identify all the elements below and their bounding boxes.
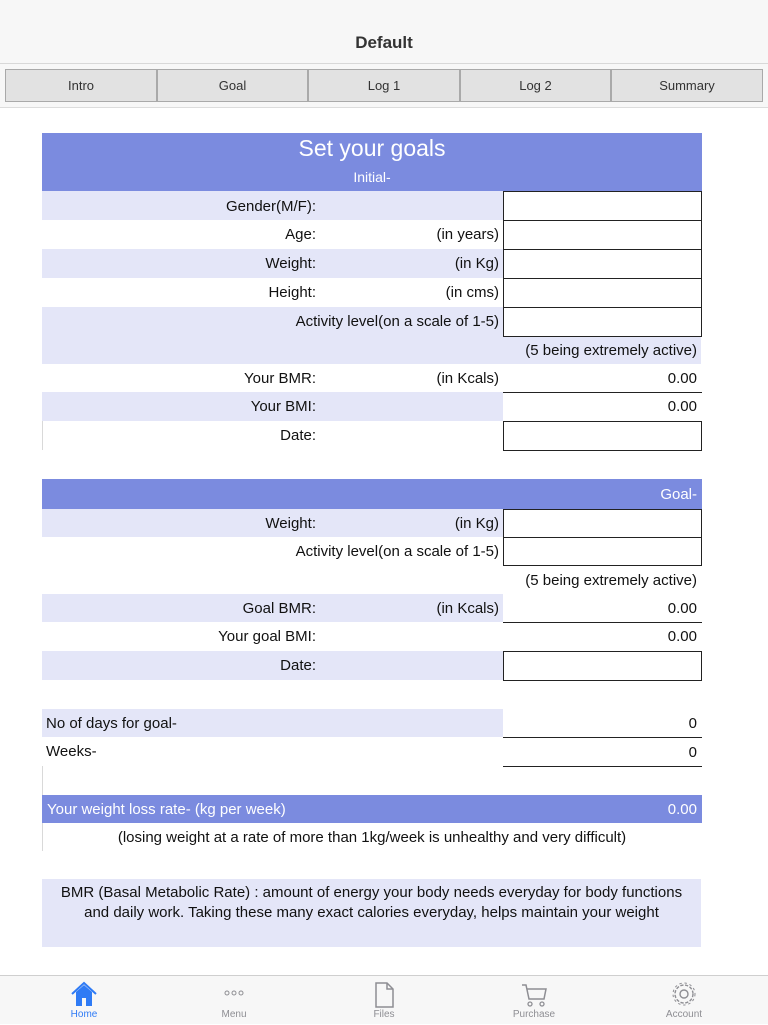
- days-underline: [503, 737, 702, 738]
- nav-purchase[interactable]: [484, 976, 584, 1025]
- tab-log-2[interactable]: Log 2: [460, 69, 611, 102]
- cart-icon: [519, 980, 549, 1008]
- bmr-info-box: BMR (Basal Metabolic Rate) : amount of energy your body needs everyday for body functions and daily work. Taking these many exact calories everyday, helps maintain your weight: [42, 879, 701, 947]
- bmi-label: Your BMI:: [250, 398, 316, 415]
- rate-label: Your weight loss rate- (kg per week): [47, 801, 286, 818]
- initial-subtitle: Initial-: [353, 169, 391, 185]
- file-icon: [369, 980, 399, 1008]
- height-label: Height:: [268, 284, 316, 301]
- date-label: Date:: [280, 427, 316, 444]
- goal-bmr-underline: [503, 622, 702, 623]
- sheet-title: Set your goals: [298, 135, 446, 161]
- goal-header: Goal-: [660, 486, 697, 503]
- tab-goal[interactable]: Goal: [157, 69, 308, 102]
- document-title: Default: [355, 33, 413, 52]
- tab-intro[interactable]: Intro: [5, 69, 157, 102]
- goal-date-label: Date:: [280, 657, 316, 674]
- activity-note: (5 being extremely active): [525, 342, 697, 359]
- days-value: 0: [688, 715, 697, 732]
- nav-home[interactable]: [34, 976, 134, 1025]
- height-input[interactable]: [503, 278, 702, 308]
- rate-value: 0.00: [667, 801, 697, 818]
- more-icon: [219, 980, 249, 1008]
- sheet-tabs: [0, 64, 768, 108]
- date-input[interactable]: [503, 421, 702, 451]
- goal-bmr-unit: (in Kcals): [436, 600, 499, 617]
- weight-unit: (in Kg): [454, 255, 499, 272]
- weeks-underline: [503, 766, 702, 767]
- age-input[interactable]: [503, 220, 702, 250]
- age-label: Age:: [285, 226, 316, 243]
- bottom-tab-bar: [0, 975, 768, 1024]
- nav-menu-label: Menu: [221, 1009, 247, 1020]
- gender-input[interactable]: [503, 191, 702, 221]
- nav-menu[interactable]: [184, 976, 284, 1025]
- weight-input[interactable]: [503, 249, 702, 279]
- gender-label: Gender(M/F):: [225, 198, 316, 215]
- goal-date-input[interactable]: [503, 651, 702, 681]
- weight-label: Weight:: [265, 255, 316, 272]
- row-divider-2: [42, 766, 43, 795]
- age-unit: (in years): [436, 226, 499, 243]
- bmr-label: Your BMR:: [244, 370, 316, 387]
- height-unit: (in cms): [445, 284, 499, 301]
- goal-weight-unit: (in Kg): [454, 515, 499, 532]
- bmr-value: 0.00: [667, 370, 697, 387]
- home-icon: [69, 980, 99, 1008]
- gear-icon: [669, 980, 699, 1008]
- goal-bmi-label: Your goal BMI:: [218, 628, 316, 645]
- days-label: No of days for goal-: [46, 715, 177, 732]
- bmr-unit: (in Kcals): [436, 370, 499, 387]
- tab-summary[interactable]: Summary: [611, 69, 763, 102]
- nav-account-label: Account: [665, 1009, 703, 1020]
- activity-label: Activity level(on a scale of 1-5): [295, 313, 499, 330]
- nav-files[interactable]: [334, 976, 434, 1025]
- goal-bmr-value: 0.00: [667, 600, 697, 617]
- nav-home-label: Home: [70, 1009, 98, 1020]
- weeks-value: 0: [688, 744, 697, 761]
- goal-activity-label: Activity level(on a scale of 1-5): [295, 543, 499, 560]
- nav-purchase-label: Purchase: [512, 1009, 556, 1020]
- bmi-value: 0.00: [667, 398, 697, 415]
- goal-weight-input[interactable]: [503, 509, 702, 538]
- nav-files-label: Files: [373, 1009, 395, 1020]
- rate-note: (losing weight at a rate of more than 1kg/week is unhealthy and very difficult): [117, 829, 627, 846]
- goal-activity-input[interactable]: [503, 537, 702, 566]
- goal-activity-note: (5 being extremely active): [525, 572, 697, 589]
- tab-log-1[interactable]: Log 1: [308, 69, 460, 102]
- bmr-underline: [503, 392, 702, 393]
- nav-account[interactable]: [634, 976, 734, 1025]
- navigation-bar: [0, 0, 768, 64]
- goal-weight-label: Weight:: [265, 515, 316, 532]
- activity-input[interactable]: [503, 307, 702, 337]
- goal-bmr-label: Goal BMR:: [242, 600, 316, 617]
- weeks-label: Weeks-: [46, 743, 97, 760]
- goal-bmi-value: 0.00: [667, 628, 697, 645]
